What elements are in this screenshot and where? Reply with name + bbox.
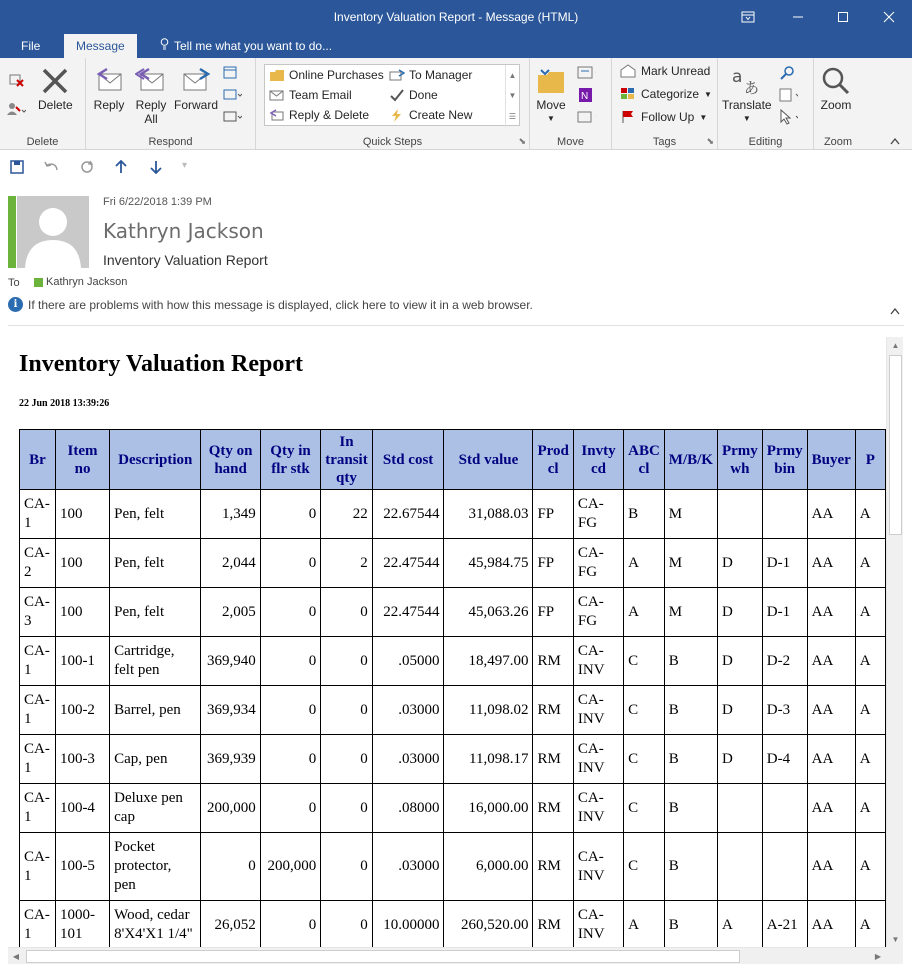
qs-online-purchases[interactable]: Online Purchases [269,68,384,82]
table-cell: CA-2 [20,539,56,588]
flag-icon [620,110,636,124]
sender-name[interactable]: Kathryn Jackson [103,219,264,243]
envelope-icon [269,89,285,102]
table-cell: M [664,490,717,539]
table-cell: CA-1 [20,901,56,948]
next-item-icon[interactable] [150,160,162,177]
related-icon[interactable] [778,86,798,104]
table-cell: 0 [260,735,320,784]
table-cell: A-21 [762,901,807,948]
table-cell: RM [533,833,573,901]
reply-all-button[interactable]: Reply All [134,64,168,126]
table-cell: 100-5 [55,833,109,901]
table-cell: C [624,637,665,686]
table-cell: 1000-101 [55,901,109,948]
table-cell: 22 [321,490,373,539]
table-row [20,833,886,901]
table-cell: A [717,901,762,948]
message-body [8,337,886,947]
close-icon[interactable] [866,0,912,34]
table-row [20,588,886,637]
zoom-button[interactable]: Zoom [819,64,853,112]
table-cell: CA-1 [20,784,56,833]
table-cell: AA [807,833,855,901]
vertical-scrollbar[interactable] [886,337,903,947]
table-cell: 45,984.75 [444,539,533,588]
table-header-row [20,430,886,490]
column-header: Std cost [372,430,444,490]
table-cell: AA [807,784,855,833]
reply-button[interactable]: Reply [92,64,126,112]
maximize-icon[interactable] [820,0,866,34]
table-cell: CA-FG [573,588,623,637]
table-cell: A [855,784,885,833]
table-cell: 0 [321,784,373,833]
qs-done[interactable]: Done [389,88,438,102]
more-respond-icon[interactable] [222,108,242,126]
table-cell: 11,098.17 [444,735,533,784]
table-cell: .03000 [372,686,444,735]
qs-to-manager[interactable]: To Manager [389,68,472,82]
report-title: Inventory Valuation Report [19,351,304,377]
qs-team-email[interactable]: Team Email [269,88,352,102]
vertical-scroll-thumb[interactable] [889,355,902,535]
delete-x-icon [38,64,72,98]
table-cell: AA [807,539,855,588]
quick-access-toolbar [0,152,912,184]
ribbon-display-options-icon[interactable] [725,0,771,34]
table-cell: 200,000 [260,833,320,901]
onenote-icon[interactable] [576,86,596,104]
table-cell: 260,520.00 [444,901,533,948]
info-icon: i [8,297,23,312]
table-cell: 31,088.03 [444,490,533,539]
scroll-left-icon[interactable]: ◀ [12,952,20,961]
customize-qat-icon[interactable]: ▾ [182,160,188,171]
scroll-right-icon[interactable]: ▶ [874,952,882,961]
collapse-header-icon[interactable] [890,306,900,318]
table-cell: Wood, cedar 8'X4'X1 1/4" [110,901,201,948]
table-cell: B [664,901,717,948]
table-cell: A [624,539,665,588]
column-header: Description [110,430,201,490]
column-header: Buyer [807,430,855,490]
table-cell: 0 [321,686,373,735]
table-cell: A [855,901,885,948]
table-cell: M [664,539,717,588]
follow-up-dropdown-icon: ▼ [699,112,708,122]
im-icon[interactable] [222,86,242,104]
table-cell: D [717,637,762,686]
folder-icon [269,69,285,82]
table-cell: 100 [55,490,109,539]
table-row [20,735,886,784]
tell-me-search[interactable] [148,34,344,58]
move-button[interactable]: Move ▼ [534,64,568,126]
recipient-name[interactable]: Kathryn Jackson [46,276,128,288]
table-row [20,539,886,588]
table-cell: 45,063.26 [444,588,533,637]
table-cell: 100 [55,539,109,588]
actions-icon[interactable] [576,108,596,126]
info-bar[interactable] [8,297,533,312]
table-cell: C [624,833,665,901]
title-bar [0,0,912,34]
presence-indicator [8,196,16,268]
table-cell: 0 [260,784,320,833]
table-cell: Pocket protector, pen [110,833,201,901]
table-cell: Pen, felt [110,490,201,539]
forward-arrow-icon [389,69,405,82]
column-header: Std value [444,430,533,490]
table-cell: B [664,735,717,784]
translate-icon [730,64,764,98]
column-header: Prod cl [533,430,573,490]
table-cell: RM [533,784,573,833]
collapse-ribbon-icon[interactable] [890,136,900,148]
column-header: Qty on hand [201,430,260,490]
meeting-icon[interactable] [222,64,242,82]
table-cell: 100-2 [55,686,109,735]
lightning-icon [389,109,405,122]
checkmark-icon [389,89,405,102]
table-cell: C [624,686,665,735]
translate-dropdown-icon: ▼ [742,114,751,123]
move-dropdown-icon: ▼ [547,114,555,123]
table-cell: 0 [321,833,373,901]
delete-button[interactable]: Delete [38,64,73,112]
undo-icon[interactable] [44,160,60,177]
table-cell: CA-INV [573,637,623,686]
editing-group [718,58,814,150]
svg-text:あ: あ [743,79,759,96]
table-cell [717,784,762,833]
table-cell: CA-FG [573,490,623,539]
table-cell: 100-4 [55,784,109,833]
table-cell: A [855,539,885,588]
minimize-icon[interactable] [775,0,821,34]
envelope-open-icon [620,64,636,78]
table-cell: 100-3 [55,735,109,784]
respond-group [86,58,256,150]
table-cell: C [624,784,665,833]
quick-steps-label: Quick Steps [362,136,423,148]
zoom-group [814,58,862,150]
table-cell: 0 [260,490,320,539]
table-cell: 0 [201,833,260,901]
table-cell [717,490,762,539]
table-cell: D [717,735,762,784]
table-cell: CA-1 [20,637,56,686]
table-cell: A [855,833,885,901]
move-group [530,58,612,150]
table-cell: 16,000.00 [444,784,533,833]
table-cell: Cap, pen [110,735,201,784]
column-header: P [855,430,885,490]
table-cell: 2 [321,539,373,588]
table-cell: 10.00000 [372,901,444,948]
table-cell: AA [807,588,855,637]
scroll-corner [886,947,903,964]
table-cell: 0 [260,588,320,637]
table-cell: AA [807,490,855,539]
to-label: To [8,277,20,289]
header-divider [8,325,904,326]
table-cell: B [664,637,717,686]
qs-create-new[interactable]: Create New [389,108,472,122]
scroll-down-icon[interactable]: ▼ [891,934,900,944]
table-cell: CA-INV [573,784,623,833]
table-cell: D [717,686,762,735]
table-cell: 369,940 [201,637,260,686]
column-header: ABC cl [624,430,665,490]
table-cell: FP [533,588,573,637]
table-row [20,686,886,735]
table-cell: .08000 [372,784,444,833]
more-icon[interactable]: ☰ [508,112,517,122]
column-header: Item no [55,430,109,490]
table-cell: FP [533,539,573,588]
table-cell: 2,044 [201,539,260,588]
tags-group [612,58,718,150]
table-cell: 0 [260,539,320,588]
table-cell: A [855,637,885,686]
table-cell: RM [533,735,573,784]
table-cell: .03000 [372,735,444,784]
table-cell: D [717,588,762,637]
table-cell: 0 [321,637,373,686]
table-cell: CA-1 [20,735,56,784]
tags-group-label: Tags [652,136,677,148]
qs-reply-delete[interactable]: Reply & Delete [269,108,369,122]
table-cell: CA-1 [20,490,56,539]
table-cell: .03000 [372,833,444,901]
table-cell: 26,052 [201,901,260,948]
tab-file[interactable]: File [21,39,41,53]
tags-launcher-icon[interactable]: ⬊ [706,136,714,146]
table-cell: Cartridge, felt pen [110,637,201,686]
table-cell: 0 [260,686,320,735]
table-cell: AA [807,901,855,948]
table-cell: 18,497.00 [444,637,533,686]
table-cell: AA [807,637,855,686]
table-cell: Pen, felt [110,539,201,588]
column-header: Invty cd [573,430,623,490]
editing-group-label: Editing [748,136,783,148]
table-cell: 22.67544 [372,490,444,539]
move-group-label: Move [557,136,584,148]
avatar[interactable] [17,196,89,268]
table-cell: A [855,490,885,539]
ribbon [0,58,912,150]
tab-message[interactable]: Message [64,34,137,58]
table-cell: A [624,901,665,948]
table-cell: CA-INV [573,833,623,901]
categorize-icon [620,87,636,101]
column-header: Prmy bin [762,430,807,490]
table-cell: .05000 [372,637,444,686]
table-cell: 100-1 [55,637,109,686]
horizontal-scrollbar[interactable] [8,947,886,964]
table-cell: C [624,735,665,784]
delete-group [0,58,86,150]
table-cell: D-1 [762,588,807,637]
rules-icon[interactable] [576,64,596,82]
table-cell [762,833,807,901]
column-header: Prmy wh [717,430,762,490]
table-cell: 369,934 [201,686,260,735]
table-cell: D-2 [762,637,807,686]
table-cell: 22.47544 [372,588,444,637]
table-cell [762,490,807,539]
forward-icon [179,64,213,98]
info-bar-text: If there are problems with how this message is displayed, click here to view it in a web browser. [28,297,533,312]
table-cell: Barrel, pen [110,686,201,735]
table-row [20,901,886,948]
table-cell: M [664,588,717,637]
table-cell: CA-1 [20,833,56,901]
table-cell: B [664,833,717,901]
inventory-table [19,429,886,947]
horizontal-scroll-thumb[interactable] [26,950,740,963]
table-cell: Deluxe pen cap [110,784,201,833]
message-subject: Inventory Valuation Report [103,252,268,268]
find-icon[interactable] [778,64,798,82]
table-cell: AA [807,686,855,735]
table-cell: FP [533,490,573,539]
window-title: Inventory Valuation Report - Message (HTML) [333,10,579,24]
categorize-dropdown-icon: ▼ [704,89,712,99]
junk-icon[interactable] [6,100,26,118]
table-cell: CA-INV [573,735,623,784]
table-row [20,784,886,833]
table-cell: A [855,686,885,735]
svg-text:N: N [581,91,589,102]
table-cell: D-3 [762,686,807,735]
table-cell: 0 [260,637,320,686]
column-header: In transit qty [321,430,373,490]
message-header [0,190,912,325]
table-cell: 200,000 [201,784,260,833]
table-cell: D-1 [762,539,807,588]
table-cell: 1,349 [201,490,260,539]
svg-text:a: a [731,67,743,87]
zoom-group-label: Zoom [823,136,853,148]
table-cell: 0 [260,901,320,948]
table-cell: Pen, felt [110,588,201,637]
table-cell: A [855,588,885,637]
select-cursor-icon[interactable] [778,108,798,126]
table-cell: CA-INV [573,686,623,735]
column-header: Qty in flr stk [260,430,320,490]
table-cell: CA-FG [573,539,623,588]
follow-up-button[interactable]: Follow Up ▼ [620,110,707,124]
lightbulb-icon [160,34,169,58]
table-cell: 369,939 [201,735,260,784]
table-cell: CA-1 [20,686,56,735]
translate-button[interactable]: a あ Translate ▼ [722,64,772,126]
table-cell: B [664,686,717,735]
previous-item-icon[interactable] [115,160,127,177]
table-row [20,490,886,539]
table-cell: RM [533,686,573,735]
chevron-down-icon[interactable]: ▼ [508,91,517,101]
table-cell: 11,098.02 [444,686,533,735]
magnifier-icon [819,64,853,98]
message-date: Fri 6/22/2018 1:39 PM [103,196,212,208]
column-header: Br [20,430,56,490]
reply-delete-icon [269,109,285,122]
table-cell: D-4 [762,735,807,784]
table-cell: D [717,539,762,588]
categorize-button[interactable]: Categorize ▼ [620,87,712,101]
mark-unread-button[interactable]: Mark Unread [620,64,710,78]
ignore-icon[interactable] [6,70,26,88]
table-cell [762,784,807,833]
reply-all-icon [134,64,168,98]
table-cell: 6,000.00 [444,833,533,901]
table-row [20,637,886,686]
quick-steps-gallery [264,64,520,126]
scroll-up-icon[interactable]: ▲ [891,340,900,350]
quick-steps-launcher-icon[interactable]: ⬊ [518,136,526,146]
column-header: M/B/K [664,430,717,490]
quick-steps-scroll[interactable] [505,65,519,127]
redo-icon[interactable] [79,160,95,177]
table-cell: 2,005 [201,588,260,637]
table-cell: 0 [321,901,373,948]
report-timestamp: 22 Jun 2018 13:39:26 [19,398,110,409]
table-cell: RM [533,637,573,686]
table-cell: 22.47544 [372,539,444,588]
table-cell: B [624,490,665,539]
save-icon[interactable] [10,160,24,177]
table-cell: 100 [55,588,109,637]
table-cell [717,833,762,901]
move-folder-icon [534,64,568,98]
table-cell: A [855,735,885,784]
table-cell: RM [533,901,573,948]
delete-group-label: Delete [26,136,59,148]
recipient-presence [34,278,43,287]
reply-icon [92,64,126,98]
tell-me-text: Tell me what you want to do... [174,39,333,53]
table-cell: 0 [321,735,373,784]
table-cell: CA-3 [20,588,56,637]
forward-button[interactable]: Forward [174,64,218,112]
table-cell: AA [807,735,855,784]
table-cell: 0 [321,588,373,637]
chevron-up-icon[interactable]: ▲ [508,70,517,80]
respond-group-label: Respond [148,136,193,148]
table-cell: B [664,784,717,833]
table-cell: CA-INV [573,901,623,948]
ribbon-tabs [0,34,912,58]
table-cell: A [624,588,665,637]
